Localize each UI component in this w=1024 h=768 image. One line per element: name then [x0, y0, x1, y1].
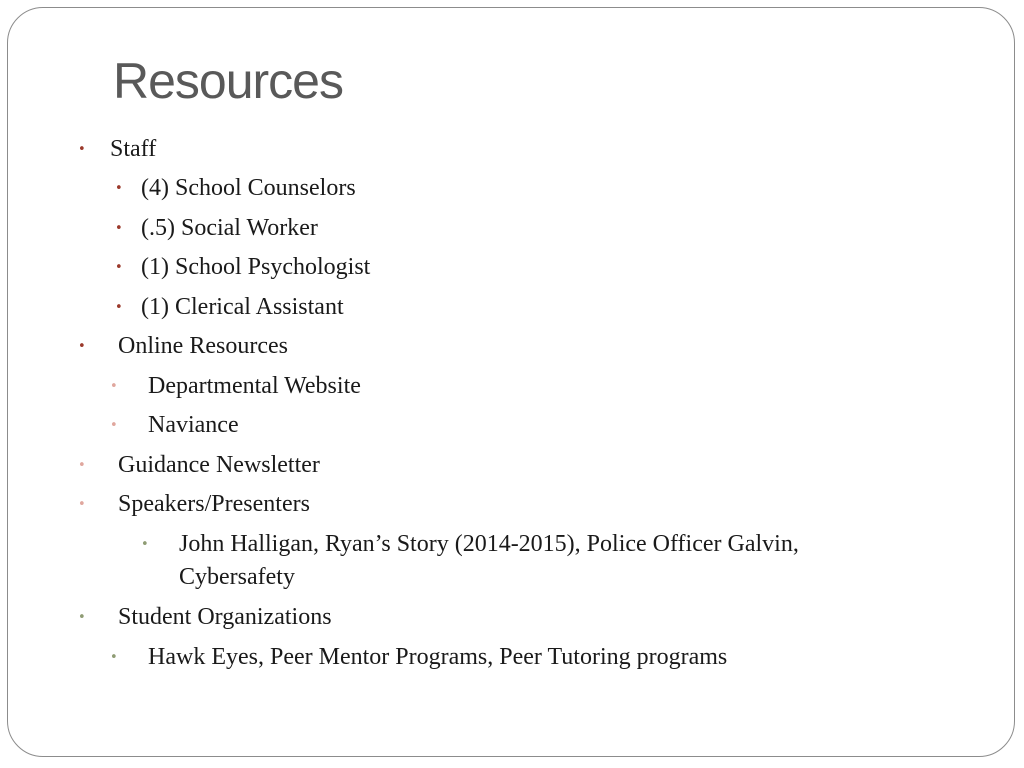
- bullet-icon: •: [110, 650, 118, 665]
- bullet-icon: •: [78, 497, 86, 512]
- bullet-icon: •: [141, 537, 149, 552]
- list-item-guidance-newsletter: Guidance Newsletter: [118, 452, 320, 478]
- bullet-icon: •: [110, 418, 118, 433]
- slide-title: Resources: [113, 53, 343, 109]
- list-item-clerical: (1) Clerical Assistant: [141, 294, 344, 320]
- list-item-departmental-website: Departmental Website: [148, 373, 361, 399]
- list-item-psychologist: (1) School Psychologist: [141, 254, 371, 280]
- bullet-icon: •: [115, 260, 123, 275]
- bullet-icon: •: [115, 221, 123, 236]
- bullet-icon: •: [78, 142, 86, 157]
- list-item-online-resources: Online Resources: [118, 333, 288, 359]
- bullet-icon: •: [115, 300, 123, 315]
- bullet-icon: •: [78, 339, 86, 354]
- bullet-icon: •: [115, 181, 123, 196]
- list-item-speakers-detail-continued: Cybersafety: [179, 564, 295, 590]
- bullet-icon: •: [110, 379, 118, 394]
- list-item-speakers: Speakers/Presenters: [118, 491, 310, 517]
- list-item-social-worker: (.5) Social Worker: [141, 215, 318, 241]
- bullet-icon: •: [78, 610, 86, 625]
- list-item-speakers-detail: John Halligan, Ryan’s Story (2014-2015), Police Officer Galvin,: [179, 531, 799, 557]
- list-item-counselors: (4) School Counselors: [141, 175, 356, 201]
- bullet-icon: •: [78, 458, 86, 473]
- list-item-student-organizations-detail: Hawk Eyes, Peer Mentor Programs, Peer Tutoring programs: [148, 644, 728, 670]
- list-item-naviance: Naviance: [148, 412, 239, 438]
- list-item-staff: Staff: [110, 136, 157, 162]
- list-item-student-organizations: Student Organizations: [118, 604, 332, 630]
